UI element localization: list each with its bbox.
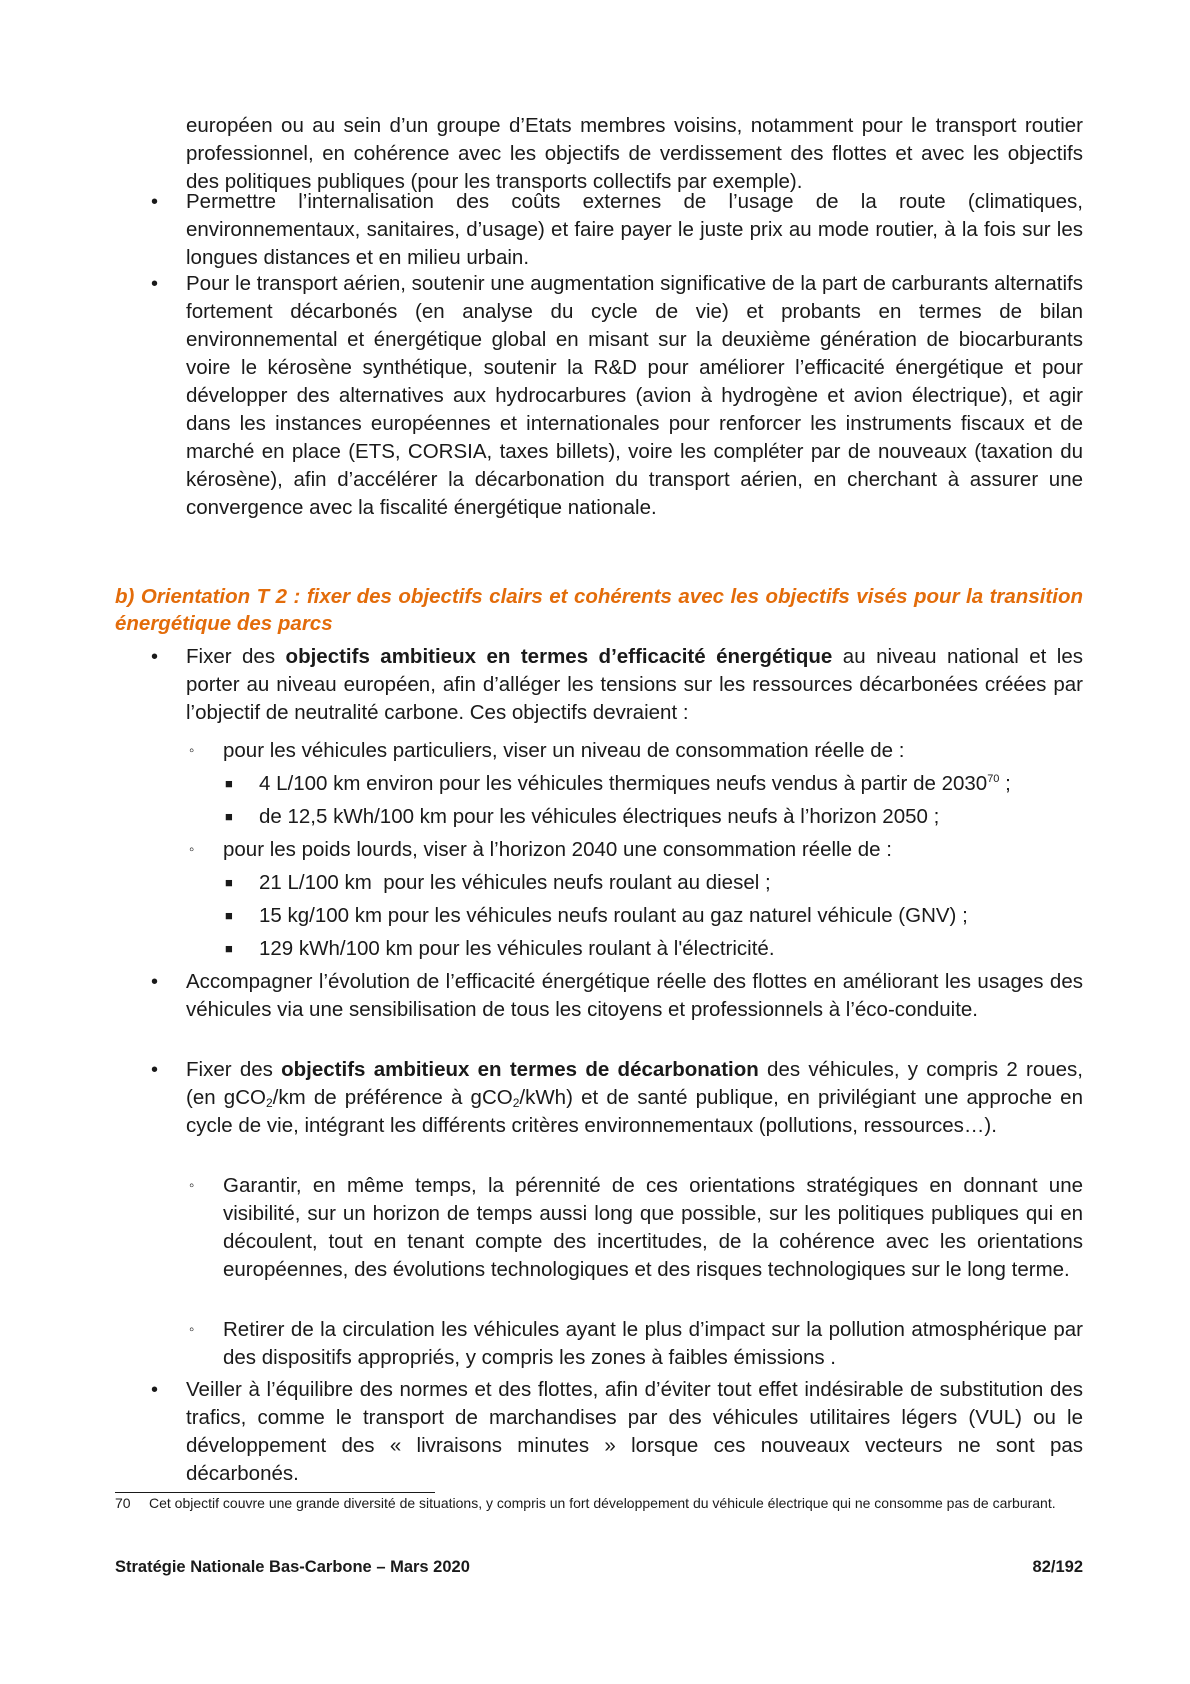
- bullet-efficiency-targets: Fixer des objectifs ambitieux en termes d’efficacité énergétique au niveau national et les porter au niveau européen, afin d’alléger les tensions sur les ressources décarbonées créées par l’objectif de neutralité carbone. Ces objectifs devraient :: [186, 645, 1083, 724]
- bullet-road-costs: Permettre l’internalisation des coûts externes de l’usage de la route (climatiques, environnementaux, sanitaires, d’usage) et faire payer le juste prix au mode routier, à la fois sur les longues distances et en milieu urbain.: [186, 190, 1083, 269]
- subsubitem-diesel: 21 L/100 km pour les véhicules neufs roulant au diesel ;: [259, 871, 771, 894]
- footnote-text: Cet objectif couvre une grande diversité de situations, y compris un fort développement du véhicule électrique qui ne consomme pas de carburant.: [149, 1495, 1056, 1511]
- bullet-marker: •: [151, 971, 159, 993]
- circle-marker: ◦: [189, 841, 195, 858]
- subitem-passenger-vehicles: pour les véhicules particuliers, viser un niveau de consommation réelle de :: [223, 739, 905, 762]
- bullet-marker: •: [151, 273, 159, 295]
- footer-title: Stratégie Nationale Bas-Carbone – Mars 2020: [115, 1558, 470, 1576]
- circle-marker: ◦: [189, 742, 195, 759]
- subsubitem-thermal: 4 L/100 km environ pour les véhicules thermiques neufs vendus à partir de 2030$^{70}$ ;: [259, 772, 1011, 795]
- subsubitem-gnv: 15 kg/100 km pour les véhicules neufs roulant au gaz naturel véhicule (GNV) ;: [259, 904, 968, 927]
- footnote-divider: [115, 1492, 435, 1493]
- square-marker: ■: [225, 908, 233, 923]
- page-number: 82/192: [1032, 1558, 1083, 1576]
- section-heading-t2: b) Orientation T 2 : fixer des objectifs clairs et cohérents avec les objectifs visés pour la transition énergétique des parcs: [115, 585, 1083, 635]
- footnote-number: 70: [115, 1495, 131, 1511]
- bullet-marker: •: [151, 646, 159, 668]
- intro-continuation: européen ou au sein d’un groupe d’Etats membres voisins, notamment pour le transport routier professionnel, en cohérence avec les objectifs de verdissement des flottes et avec les objectifs des politiques publiques (pour les transports collectifs par exemple).: [186, 114, 1083, 193]
- bullet-marker: •: [151, 191, 159, 213]
- circle-marker: ◦: [189, 1177, 195, 1194]
- bullet-marker: •: [151, 1379, 159, 1401]
- square-marker: ■: [225, 809, 233, 824]
- bullet-air-transport: Pour le transport aérien, soutenir une augmentation significative de la part de carburants alternatifs fortement décarbonés (en analyse du cycle de vie) et probants en termes de bilan environnemental et énergétique global en misant sur la deuxième génération de biocarburants voire le kérosène synthétique, soutenir la R&D pour améliorer l’efficacité énergétique et pour développer des alternatives aux hydrocarbures (avion à hydrogène et avion électrique), et agir dans les instances européennes et internationales pour renforcer les instruments fiscaux et de marché en place (ETS, CORSIA, taxes billets), voire les compléter par de nouveaux (taxation du kérosène), afin d’accélérer la décarbonation du transport aérien, en cherchant à assurer une convergence avec la fiscalité énergétique nationale.: [186, 272, 1083, 519]
- square-marker: ■: [225, 941, 233, 956]
- square-marker: ■: [225, 776, 233, 791]
- bullet-eco-driving: Accompagner l’évolution de l’efficacité énergétique réelle des flottes en améliorant les usages des véhicules via une sensibilisation de tous les citoyens et professionnels à l’éco-conduite.: [186, 970, 1083, 1021]
- subsubitem-electric: de 12,5 kWh/100 km pour les véhicules électriques neufs à l’horizon 2050 ;: [259, 805, 940, 828]
- bullet-fleet-balance: Veiller à l’équilibre des normes et des flottes, afin d’éviter tout effet indésirable de substitution des trafics, comme le transport de marchandises par des véhicules utilitaires légers (VUL) ou le développement des « livraisons minutes » lorsque ces nouveaux vecteurs ne sont pas décarbonés.: [186, 1378, 1083, 1485]
- subitem-heavy-vehicles: pour les poids lourds, viser à l’horizon 2040 une consommation réelle de :: [223, 838, 892, 861]
- circle-marker: ◦: [189, 1321, 195, 1338]
- footnote-ref: 70: [987, 773, 1000, 785]
- bullet-marker: •: [151, 1059, 159, 1081]
- bullet-decarbonation-targets: Fixer des objectifs ambitieux en termes de décarbonation des véhicules, y compris 2 roues, (en gCO$_2$/km de préférence à gCO$_2$/kWh) et de santé publique, en privilégiant une approche en cycle de vie, intégrant les différents critères environnementaux (pollutions, ressources…).: [186, 1058, 1083, 1137]
- subitem-visibility: Garantir, en même temps, la pérennité de ces orientations stratégiques en donnant une visibilité, sur un horizon de temps aussi long que possible, sur les politiques publiques qui en découlent, tout en tenant compte des incertitudes, de la cohérence avec les orientations européennes, des évolutions technologiques et des risques technologiques sur le long terme.: [223, 1174, 1083, 1281]
- subsubitem-electricity: 129 kWh/100 km pour les véhicules roulant à l'électricité.: [259, 937, 775, 960]
- subitem-pollution: Retirer de la circulation les véhicules ayant le plus d’impact sur la pollution atmosphérique par des dispositifs appropriés, y compris les zones à faibles émissions .: [223, 1318, 1083, 1369]
- square-marker: ■: [225, 875, 233, 890]
